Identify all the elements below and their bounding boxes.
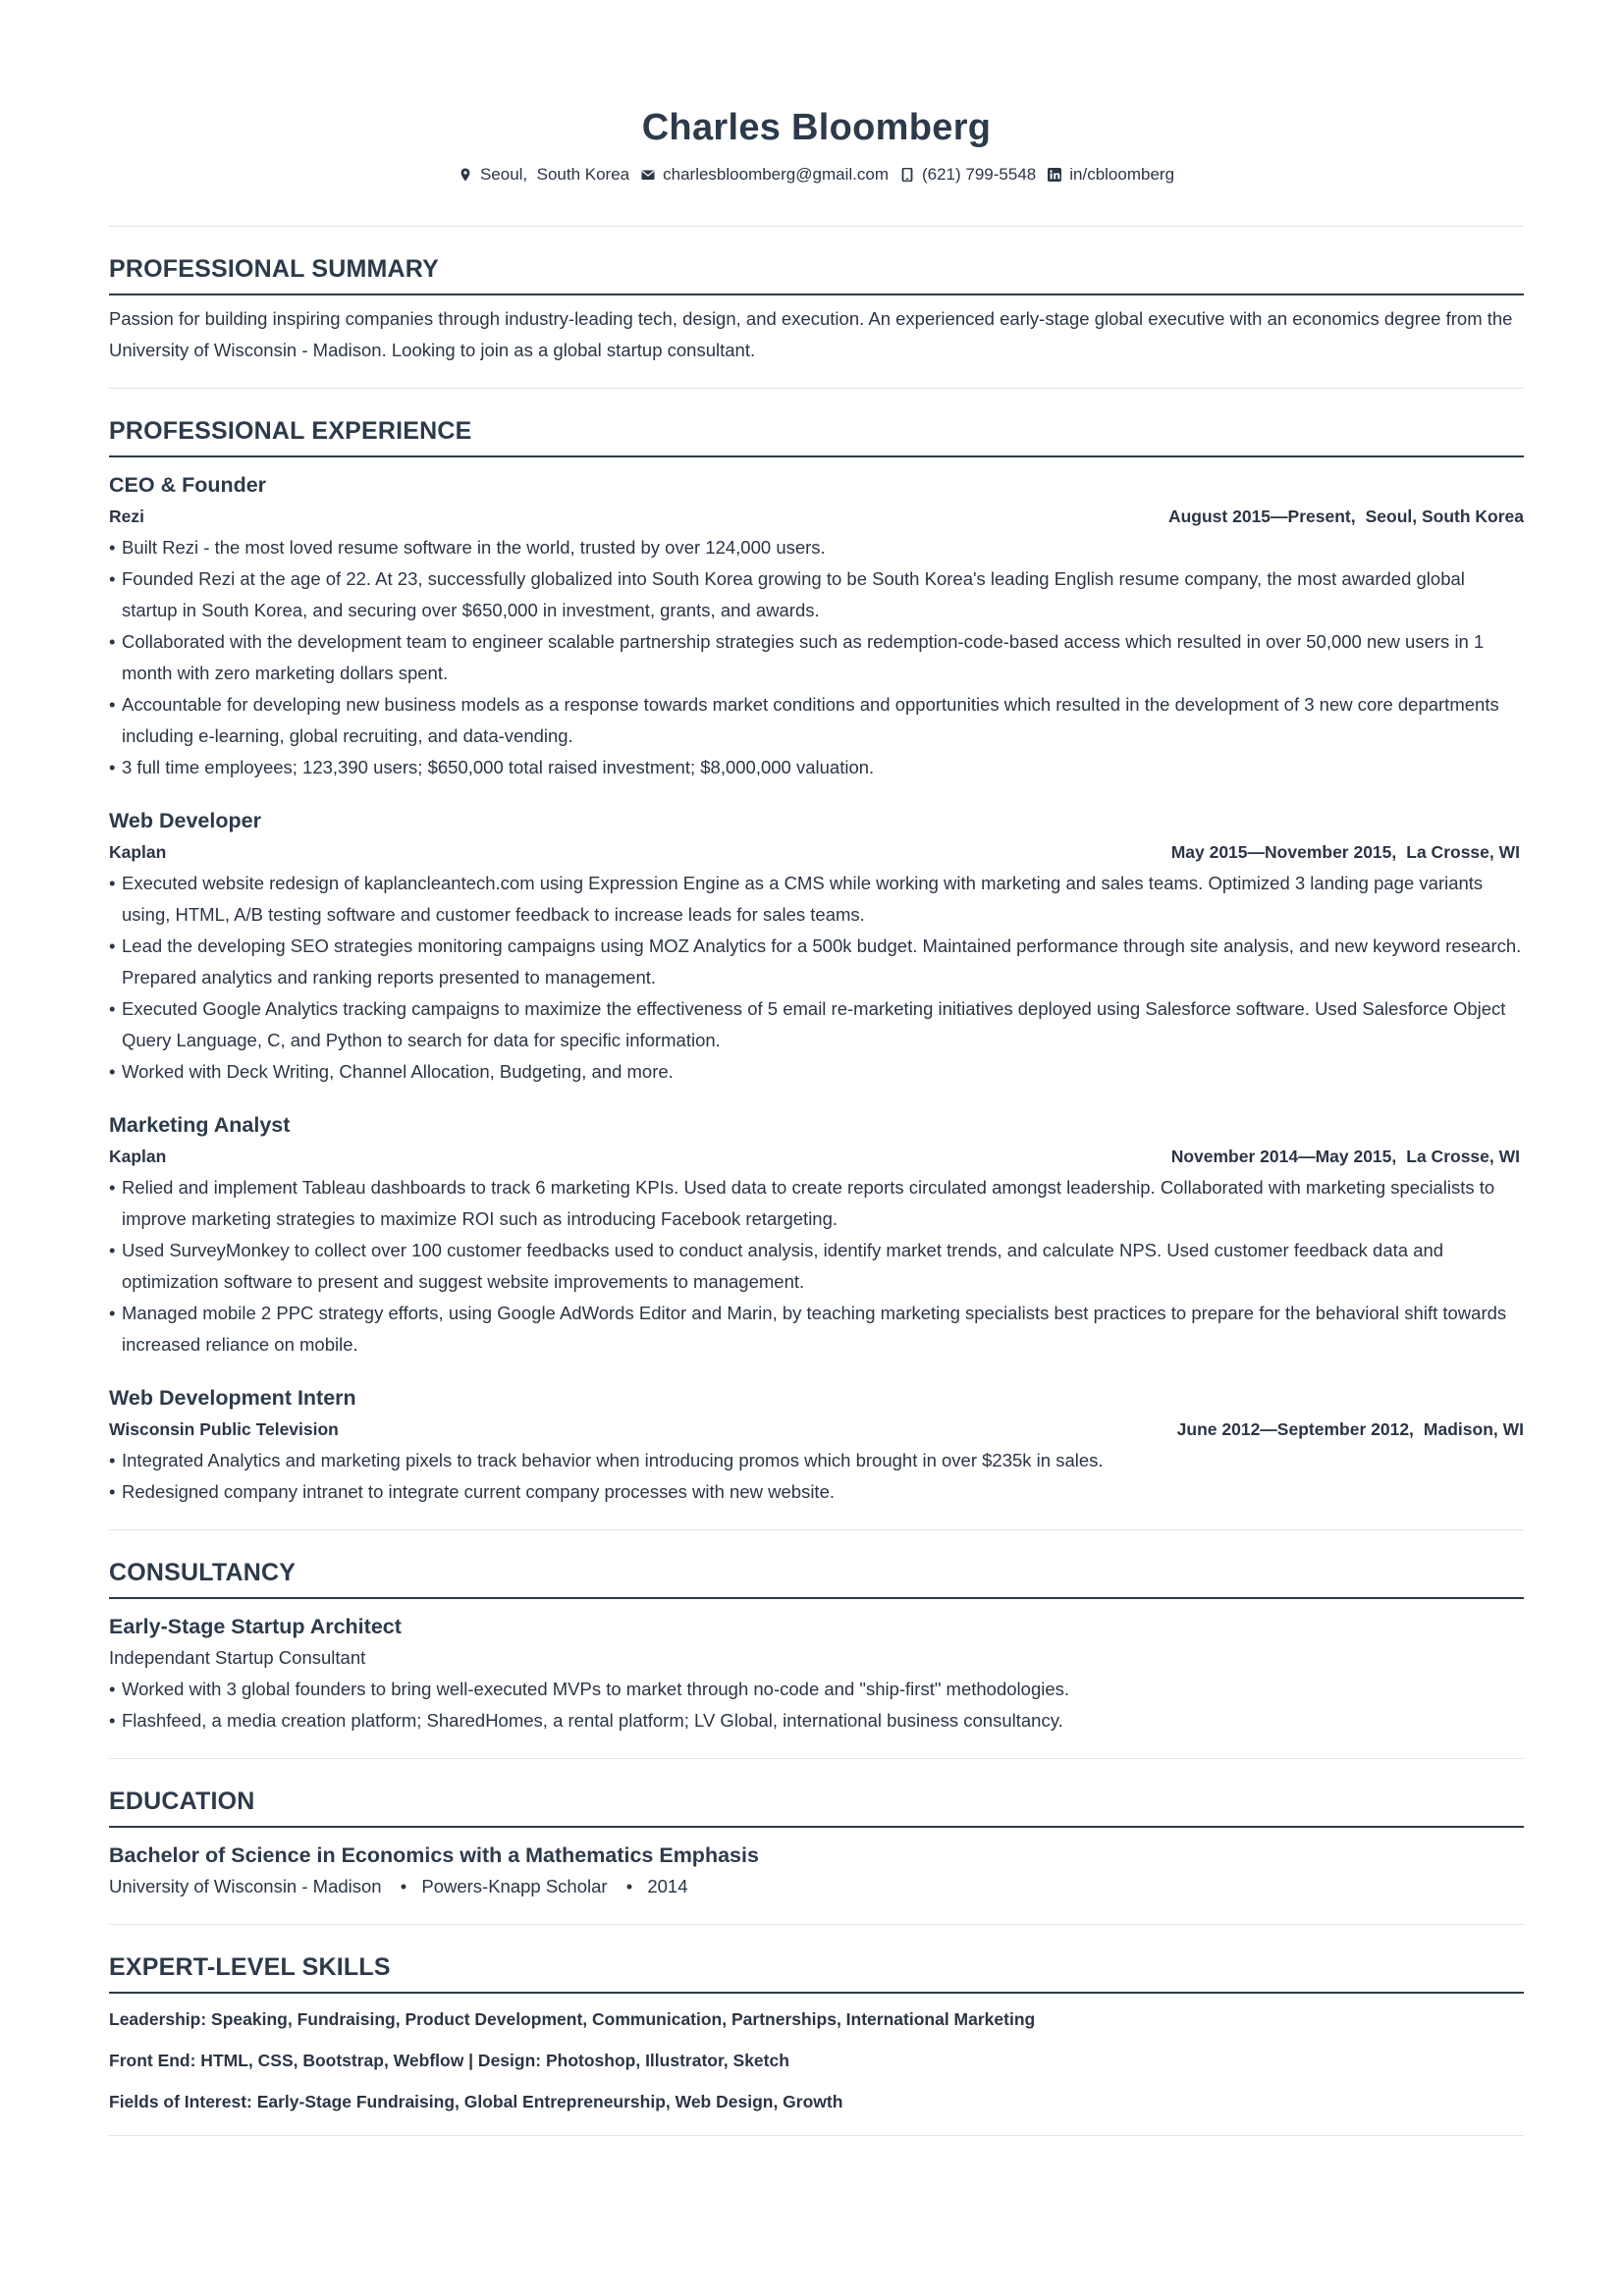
job-dates: November 2014—May 2015, — [1170, 1147, 1397, 1166]
job-entry — [109, 469, 1524, 783]
resume-header — [109, 0, 1524, 185]
education-section — [109, 1759, 1524, 1925]
job-company: Kaplan — [109, 842, 167, 862]
job-entry — [109, 1109, 1524, 1361]
job-date-location — [1171, 836, 1524, 868]
job-meta — [109, 1141, 1524, 1172]
list-item: • Executed website redesign of kaplancleantech.com using Expression Engine as a CMS while working with marketing and sales teams. Optimized 3 landing page variants using, HTML, A/B testing software and customer feedback to increase leads for sales teams. — [109, 868, 1524, 931]
consultancy-subtitle: Independant Startup Consultant — [109, 1647, 366, 1668]
job-bullets — [109, 1172, 1524, 1361]
summary-text: Passion for building inspiring companies through industry-leading tech, design, and execution. An experienced early-stage global executive with an economics degree from the University of Wisconsin - Madison. Looking to join as a global startup consultant. — [109, 308, 1513, 360]
job-location: La Crosse, WI — [1406, 842, 1520, 862]
job-title: Marketing Analyst — [109, 1113, 291, 1137]
candidate-name: Charles Bloomberg — [641, 107, 992, 148]
linkedin-icon — [1048, 168, 1061, 182]
section-divider — [109, 2135, 1524, 2136]
job-location: Seoul, South Korea — [1365, 507, 1524, 526]
location-pin-icon — [459, 168, 472, 182]
list-item: • Integrated Analytics and marketing pixels to track behavior when introducing promos which brought in over $235k in sales. — [109, 1445, 1524, 1476]
job-bullets — [109, 868, 1524, 1088]
job-dates: June 2012—September 2012, — [1176, 1419, 1414, 1439]
experience-section — [109, 389, 1524, 1530]
contact-line — [109, 165, 1524, 185]
consultancy-section — [109, 1530, 1524, 1759]
contact-email[interactable] — [641, 165, 889, 185]
contact-location — [459, 165, 629, 185]
list-item: • Accountable for developing new business models as a response towards market conditions and opportunities which resulted in the development of 3 new core departments including e-learning, global recruiting, and data-vending. — [109, 689, 1524, 752]
resume-page — [109, 0, 1524, 2136]
list-item: • Flashfeed, a media creation platform; SharedHomes, a rental platform; LV Global, international business consultancy. — [109, 1705, 1524, 1736]
list-item: • Built Rezi - the most loved resume software in the world, trusted by over 124,000 users. — [109, 532, 1524, 563]
job-entry — [109, 1382, 1524, 1508]
skill-line: Front End: HTML, CSS, Bootstrap, Webflow | Design: Photoshop, Illustrator, Sketch — [109, 2051, 789, 2070]
job-meta — [109, 836, 1524, 868]
contact-phone[interactable] — [900, 165, 1036, 185]
location-text: Seoul, South Korea — [479, 165, 630, 184]
education-honor: Powers-Knapp Scholar — [421, 1876, 608, 1896]
list-item: • Worked with 3 global founders to bring well-executed MVPs to market through no-code and "ship-first" methodologies. — [109, 1674, 1524, 1705]
skill-line: Leadership: Speaking, Fundraising, Product Development, Communication, Partnerships, International Marketing — [109, 2009, 1036, 2029]
job-bullets — [109, 1445, 1524, 1508]
job-dates: May 2015—November 2015, — [1170, 842, 1397, 862]
envelope-icon — [641, 168, 655, 182]
email-text[interactable]: charlesbloomberg@gmail.com — [663, 165, 889, 184]
list-item: • Lead the developing SEO strategies monitoring campaigns using MOZ Analytics for a 500k budget. Maintained performance through site analysis, and new keyword research. Prepared analytics and ranking reports presented to management. — [109, 931, 1524, 993]
job-date-location — [1171, 1141, 1524, 1172]
list-item: • Relied and implement Tableau dashboards to track 6 marketing KPIs. Used data to create reports circulated amongst leadership. Collaborated with marketing specialists to improve marketing strategies to maximize ROI such as introducing Facebook retargeting. — [109, 1172, 1524, 1235]
separator-dot: • — [400, 1876, 407, 1896]
job-location: La Crosse, WI — [1406, 1147, 1520, 1166]
section-title-consultancy: CONSULTANCY — [109, 1558, 1524, 1599]
skill-line: Fields of Interest: Early-Stage Fundraising, Global Entrepreneurship, Web Design, Growth — [109, 2092, 843, 2111]
job-entry — [109, 805, 1524, 1088]
education-year: 2014 — [647, 1876, 688, 1896]
job-meta — [109, 1414, 1524, 1445]
list-item: • Worked with Deck Writing, Channel Allocation, Budgeting, and more. — [109, 1056, 1524, 1088]
job-company: Kaplan — [109, 1147, 167, 1166]
list-item: • Redesigned company intranet to integrate current company processes with new website. — [109, 1476, 1524, 1508]
list-item: • Used SurveyMonkey to collect over 100 customer feedbacks used to conduct analysis, identify market trends, and calculate NPS. Used customer feedback data and optimization software to present and suggest website improvements to management. — [109, 1235, 1524, 1298]
job-company: Wisconsin Public Television — [109, 1419, 339, 1439]
job-date-location — [1168, 501, 1524, 532]
section-title-summary: PROFESSIONAL SUMMARY — [109, 254, 1524, 295]
summary-section — [109, 227, 1524, 389]
job-location: Madison, WI — [1423, 1419, 1524, 1439]
job-title: CEO & Founder — [109, 473, 267, 497]
section-title-education: EDUCATION — [109, 1787, 1524, 1828]
consultancy-bullets — [109, 1674, 1524, 1736]
contact-linkedin[interactable] — [1048, 165, 1174, 185]
list-item: • Executed Google Analytics tracking campaigns to maximize the effectiveness of 5 email re-marketing initiatives deployed using Salesforce software. Used Salesforce Object Query Language, C, and Python to search for data for specific information. — [109, 993, 1524, 1056]
education-school: University of Wisconsin - Madison — [109, 1876, 382, 1896]
education-details — [109, 1871, 1524, 1902]
consultancy-role: Early-Stage Startup Architect — [109, 1615, 402, 1638]
section-title-skills: EXPERT-LEVEL SKILLS — [109, 1952, 1524, 1994]
job-title: Web Development Intern — [109, 1386, 356, 1410]
list-item: • 3 full time employees; 123,390 users; $650,000 total raised investment; $8,000,000 valuation. — [109, 752, 1524, 783]
linkedin-text[interactable]: in/cbloomberg — [1069, 165, 1175, 184]
separator-dot: • — [625, 1876, 633, 1896]
education-degree: Bachelor of Science in Economics with a Mathematics Emphasis — [109, 1843, 759, 1867]
job-bullets — [109, 532, 1524, 783]
job-title: Web Developer — [109, 809, 261, 832]
job-date-location — [1177, 1414, 1524, 1445]
phone-icon — [900, 168, 914, 182]
job-dates: August 2015—Present, — [1167, 507, 1356, 526]
list-item: • Founded Rezi at the age of 22. At 23, successfully globalized into South Korea growing to be South Korea's leading English resume company, the most awarded global startup in South Korea, and securing over $650,000 in investment, grants, and awards. — [109, 563, 1524, 626]
phone-text[interactable]: (621) 799-5548 — [921, 165, 1037, 184]
section-title-experience: PROFESSIONAL EXPERIENCE — [109, 416, 1524, 457]
skills-section — [109, 1925, 1524, 2136]
list-item: • Managed mobile 2 PPC strategy efforts, using Google AdWords Editor and Marin, by teaching marketing specialists best practices to prepare for the behavioral shift towards increased reliance on mobile. — [109, 1298, 1524, 1361]
list-item: • Collaborated with the development team to engineer scalable partnership strategies such as redemption-code-based access which resulted in over 50,000 new users in 1 month with zero marketing dollars spent. — [109, 626, 1524, 689]
job-company: Rezi — [109, 507, 144, 526]
job-meta — [109, 501, 1524, 532]
